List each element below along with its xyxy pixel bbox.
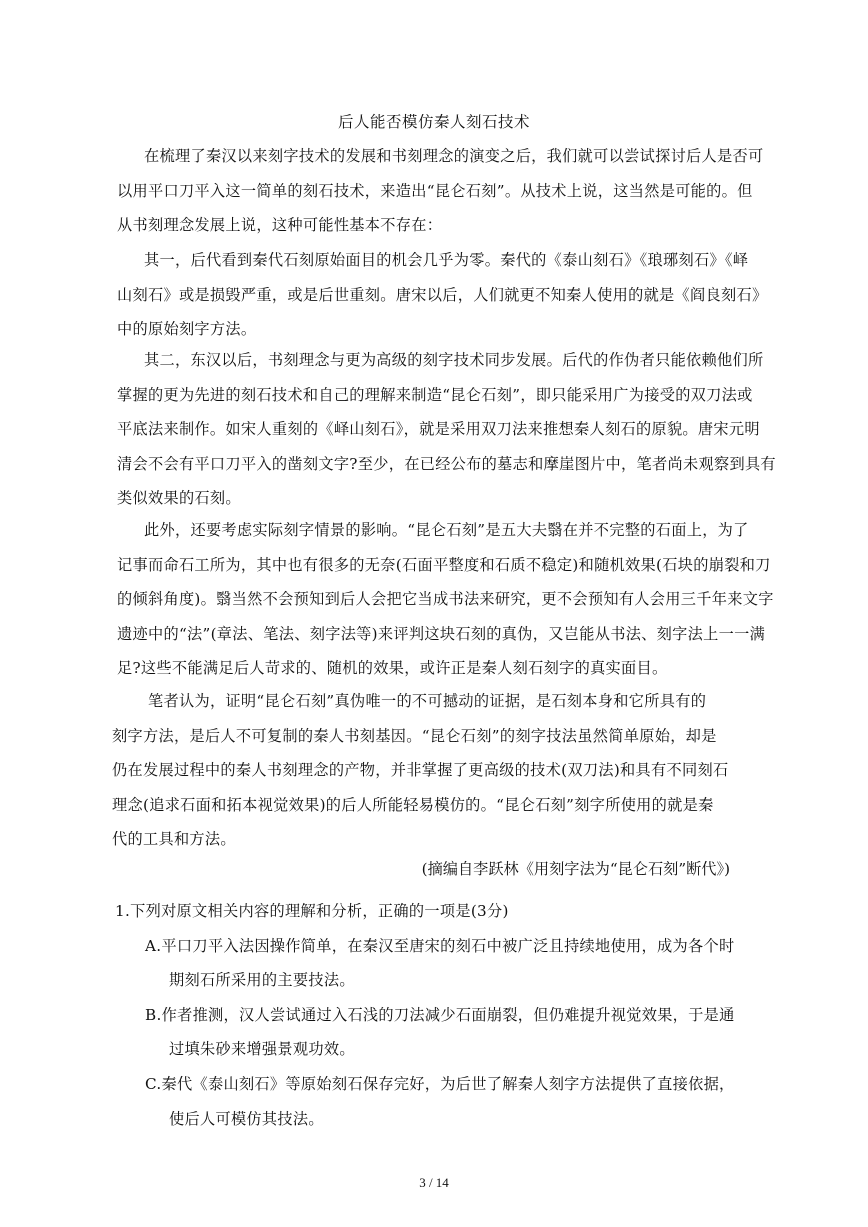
- text-line: 刻字方法，是后人不可复制的秦人书刻基因。“昆仑石刻”的刻字技法虽然简单原始，却是: [112, 726, 717, 745]
- text-line: 记事而命石工所为，其中也有很多的无奈(石面平整度和石质不稳定)和随机效果(石块的崩裂和刀: [117, 555, 771, 574]
- option-b[interactable]: [117, 998, 757, 1067]
- question-stem: 1.下列对原文相关内容的理解和分析，正确的一项是(3分): [115, 902, 509, 920]
- option-line: 使后人可模仿其技法。: [169, 1109, 324, 1128]
- text-line: 足?这些不能满足后人苛求的、随机的效果，或许正是秦人刻石刻字的真实面目。: [117, 659, 668, 678]
- article-title: 后人能否模仿秦人刻石技术: [337, 113, 530, 131]
- paragraph-1: [117, 139, 764, 243]
- question-1: [117, 894, 757, 1136]
- paragraph-5: [112, 684, 752, 857]
- option-line: 期刻石所采用的主要技法。: [169, 971, 355, 990]
- paragraph-3: [117, 343, 776, 516]
- text-line: 的倾斜角度)。翳当然不会预知到后人会把它当成书法来研究，更不会预知有人会用三千年来文字: [117, 590, 774, 609]
- text-line: 中的原始刻字方法。: [117, 320, 257, 339]
- text-line: 仍在发展过程中的秦人书刻理念的产物，并非掌握了更高级的技术(双刀法)和具有不同刻石: [112, 761, 729, 780]
- text-line: 代的工具和方法。: [112, 830, 236, 849]
- text-line: 类似效果的石刻。: [117, 489, 241, 508]
- text-line: 从书刻理念发展上说，这种可能性基本不存在：: [117, 216, 443, 235]
- option-line: A.平口刀平入法因操作简单，在秦汉至唐宋的刻石中被广泛且持续地使用，成为各个时: [145, 936, 735, 955]
- option-line: B.作者推测，汉人尝试通过入石浅的刀法减少石面崩裂，但仍难提升视觉效果，于是通: [145, 1005, 735, 1024]
- text-line: 此外，还要考虑实际刻字情景的影响。“昆仑石刻”是五大夫翳在并不完整的石面上，为了: [144, 521, 749, 539]
- text-line: 以用平口刀平入这一简单的刻石技术，来造出“昆仑石刻”。从技术上说，这当然是可能的。但: [117, 181, 753, 200]
- text-line: 理念(追求石面和拓本视觉效果)的后人所能轻易模仿的。“昆仑石刻”刻字所使用的就是秦: [112, 795, 714, 814]
- option-c[interactable]: [117, 1067, 757, 1136]
- text-line: 清会不会有平口刀平入的凿刻文字?至少，在已经公布的墓志和摩崖图片中，笔者尚未观察到具有: [117, 454, 776, 473]
- paragraph-2: [117, 243, 768, 347]
- text-line: 山刻石》或是损毁严重，或是后世重刻。唐宋以后，人们就更不知秦人使用的就是《阎良刻石》: [117, 285, 768, 304]
- source-citation: (摘编自李跃林《用刻字法为“昆仑石刻”断代》): [421, 860, 730, 878]
- page-number: 3 / 14: [419, 1175, 449, 1190]
- text-line: 掌握的更为先进的刻石技术和自己的理解来制造“昆仑石刻”，即只能采用广为接受的双刀法或: [117, 385, 753, 404]
- option-a[interactable]: [117, 929, 757, 998]
- option-line: 过填朱砂来增强景观功效。: [169, 1040, 355, 1059]
- text-line: 平底法来制作。如宋人重刻的《峄山刻石》，就是采用双刀法来推想秦人刻石的原貌。唐宋元明: [117, 420, 760, 439]
- paragraph-4: [117, 513, 774, 686]
- text-line: 笔者认为，证明“昆仑石刻”真伪唯一的不可撼动的证据，是石刻本身和它所具有的: [148, 692, 707, 710]
- option-line: C.秦代《泰山刻石》等原始刻石保存完好，为后世了解秦人刻字方法提供了直接依据，: [145, 1074, 735, 1093]
- text-line: 在梳理了秦汉以来刻字技术的发展和书刻理念的演变之后，我们就可以尝试探讨后人是否可: [144, 147, 764, 165]
- text-line: 其一，后代看到秦代石刻原始面目的机会几乎为零。秦代的《泰山刻石》《琅琊刻石》《峄: [144, 251, 749, 269]
- text-line: 遗迹中的“法”(章法、笔法、刻字法等)来评判这块石刻的真伪，又岂能从书法、刻字法上一一满: [117, 624, 766, 643]
- text-line: 其二，东汉以后，书刻理念与更为高级的刻字技术同步发展。后代的作伪者只能依赖他们所: [144, 351, 764, 369]
